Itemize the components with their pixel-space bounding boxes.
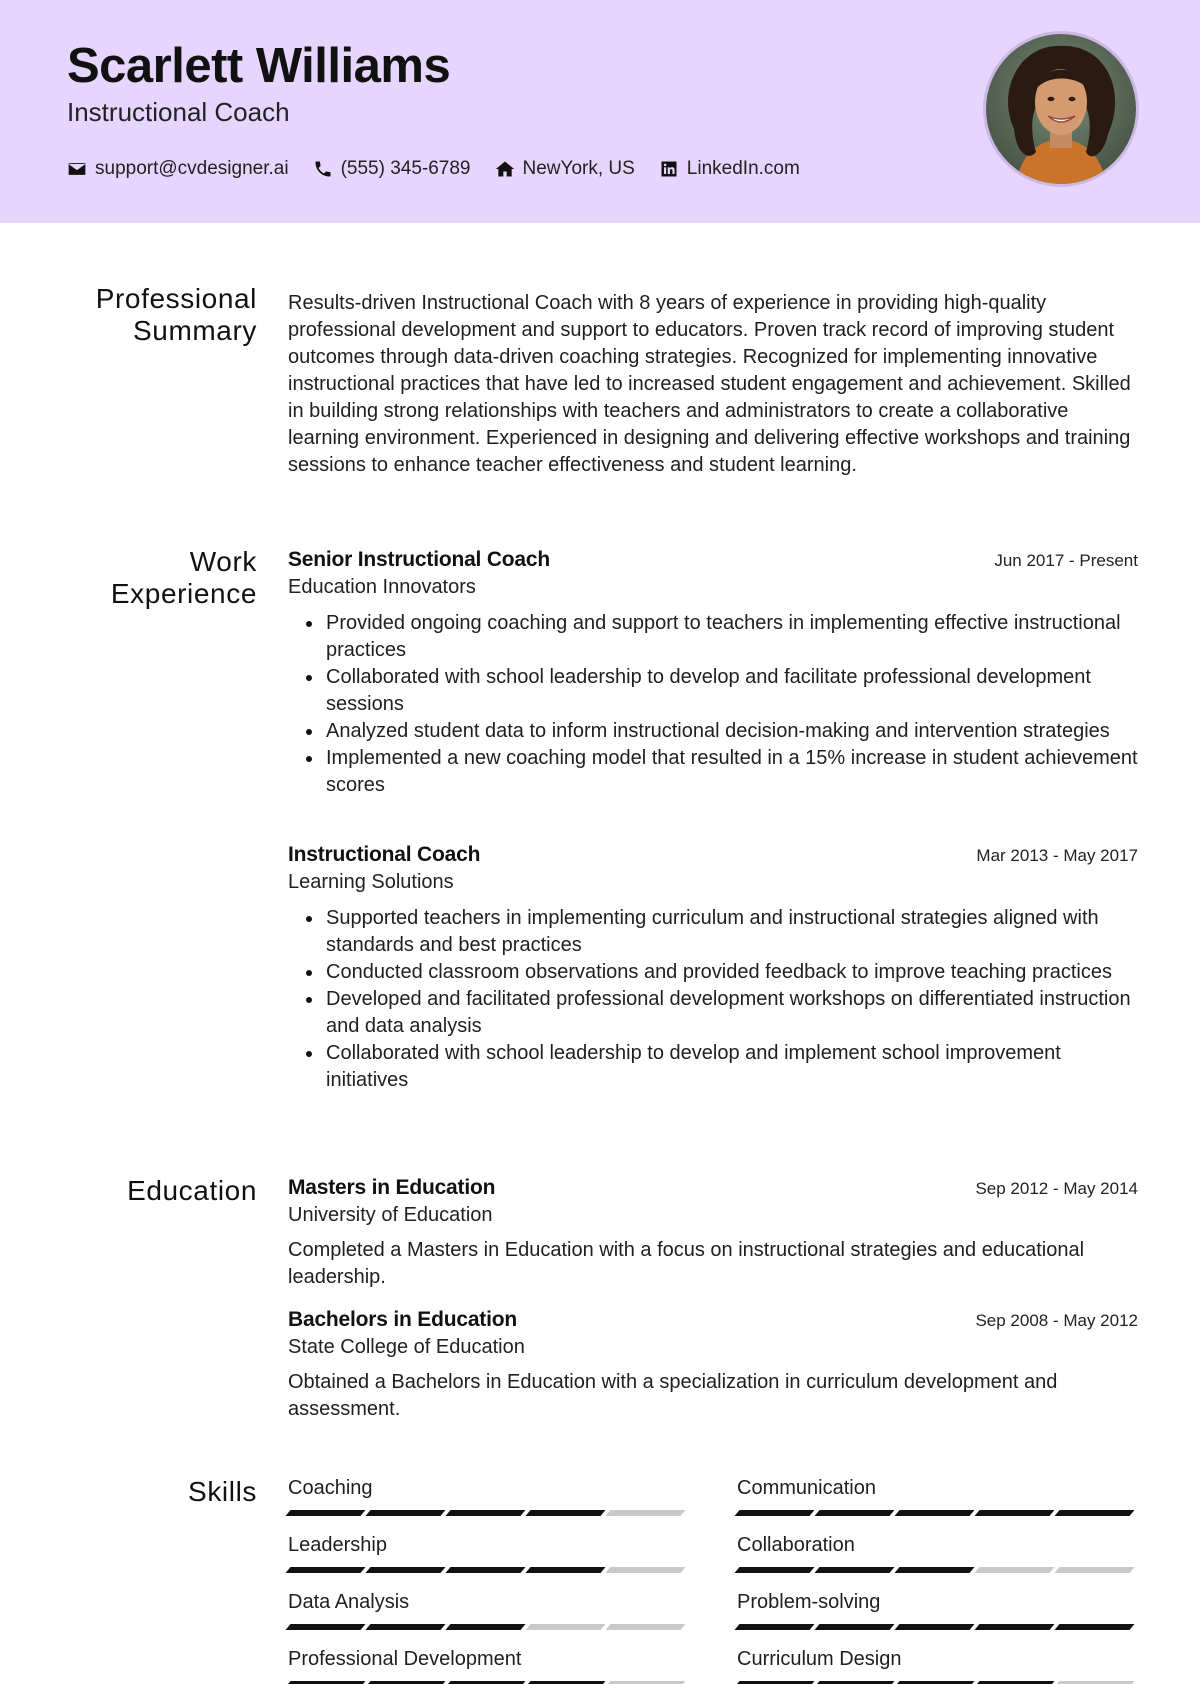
skill-item <box>737 1591 1137 1630</box>
education-description: Completed a Masters in Education with a focus on instructional strategies and educational leadership. <box>288 1239 1085 1288</box>
skill-name: Collaboration <box>737 1534 855 1556</box>
skill-level-segment-filled <box>445 1510 525 1516</box>
bullet-item: Conducted classroom observations and provided feedback to improve teaching practices <box>326 959 1138 986</box>
school-name: State College of Education <box>288 1336 525 1358</box>
skill-level-segment-filled <box>974 1510 1054 1516</box>
job-date: Mar 2013 - May 2017 <box>976 846 1138 865</box>
degree-title: Masters in Education <box>288 1176 496 1199</box>
bullet-item: Supported teachers in implementing curriculum and instructional strategies aligned with standards and best practices <box>326 905 1138 959</box>
skill-level-segment-empty <box>1054 1567 1134 1573</box>
skill-level-segment-empty <box>605 1567 685 1573</box>
section-title-summary <box>67 283 257 347</box>
skill-level-segment-filled <box>285 1510 365 1516</box>
skill-level-bar <box>737 1510 1137 1516</box>
skill-item <box>288 1477 688 1516</box>
skill-level-bar <box>288 1567 688 1573</box>
bullet-item: Provided ongoing coaching and support to teachers in implementing effective instructional practices <box>326 610 1138 664</box>
skill-level-segment-filled <box>365 1567 445 1573</box>
job-title: Instructional Coach <box>288 843 481 866</box>
job-date: Jun 2017 - Present <box>994 551 1138 570</box>
skill-item <box>737 1477 1137 1516</box>
profile-photo <box>986 34 1136 184</box>
job-bullets <box>288 905 1138 1094</box>
linkedin-text: LinkedIn.com <box>686 158 800 179</box>
education-entry <box>288 1308 1138 1423</box>
skill-level-segment-filled <box>365 1510 445 1516</box>
contact-linkedin[interactable] <box>659 158 800 180</box>
header-banner <box>0 0 1200 223</box>
email-text: support@cvdesigner.ai <box>95 158 289 179</box>
skill-level-segment-filled <box>1054 1624 1134 1630</box>
summary-text: Results-driven Instructional Coach with 8 years of experience in providing high-quality professional development and support to educators. Proven track record of improving student outcomes through data-driven coaching strategies. Recognized for implementing innovative instructional practices that have led to increased student engagement and achievement. Skilled in building strong relationships with teachers and administrators to create a collaborative learning environment. Experienced in designing and delivering effective workshops and training sessions to enhance teacher effectiveness and student learning. <box>288 292 1131 476</box>
skill-item <box>288 1648 688 1684</box>
job-bullets <box>288 610 1138 799</box>
candidate-role: Instructional Coach <box>67 97 290 127</box>
job-entry <box>288 548 1138 799</box>
location-text: NewYork, US <box>522 158 635 179</box>
section-title-experience <box>67 546 257 610</box>
contact-phone[interactable] <box>313 158 471 180</box>
skill-name: Problem-solving <box>737 1591 881 1613</box>
skill-level-segment-filled <box>525 1567 605 1573</box>
phone-icon <box>313 159 333 179</box>
phone-text: (555) 345-6789 <box>340 158 471 179</box>
skill-item <box>288 1534 688 1573</box>
skills-title: Skills <box>188 1476 257 1507</box>
skill-name: Curriculum Design <box>737 1648 902 1670</box>
job-entry <box>288 843 1138 1094</box>
skill-level-segment-filled <box>525 1510 605 1516</box>
job-company: Learning Solutions <box>288 871 454 893</box>
skill-level-segment-filled <box>445 1624 525 1630</box>
skill-name: Coaching <box>288 1477 373 1499</box>
education-entry <box>288 1176 1138 1291</box>
education-date: Sep 2008 - May 2012 <box>975 1311 1138 1330</box>
summary-title-line1: Professional <box>95 283 257 314</box>
bullet-item: Implemented a new coaching model that resulted in a 15% increase in student achievement scores <box>326 745 1138 799</box>
education-description: Obtained a Bachelors in Education with a specialization in curriculum development and assessment. <box>288 1371 1058 1420</box>
skill-level-segment-filled <box>285 1624 365 1630</box>
skill-item <box>737 1534 1137 1573</box>
job-title: Senior Instructional Coach <box>288 548 551 571</box>
skill-level-segment-empty <box>525 1624 605 1630</box>
education-date: Sep 2012 - May 2014 <box>975 1179 1138 1198</box>
contact-location <box>495 158 635 180</box>
skill-level-segment-filled <box>734 1624 814 1630</box>
section-title-skills <box>67 1476 257 1508</box>
job-company: Education Innovators <box>288 576 476 598</box>
skill-level-segment-filled <box>894 1624 974 1630</box>
skill-level-bar <box>737 1624 1137 1630</box>
bullet-item: Developed and facilitated professional development workshops on differentiated instruction and data analysis <box>326 986 1138 1040</box>
contact-row <box>67 158 824 180</box>
skill-name: Leadership <box>288 1534 387 1556</box>
skill-level-bar <box>288 1510 688 1516</box>
skill-level-segment-filled <box>734 1510 814 1516</box>
skill-name: Communication <box>737 1477 876 1499</box>
linkedin-icon <box>659 159 679 179</box>
bullet-item: Collaborated with school leadership to develop and implement school improvement initiatives <box>326 1040 1138 1094</box>
experience-title-line1: Work <box>189 546 257 577</box>
bullet-item: Analyzed student data to inform instructional decision-making and intervention strategies <box>326 718 1138 745</box>
skill-item <box>737 1648 1137 1684</box>
skill-level-segment-filled <box>894 1567 974 1573</box>
skill-name: Data Analysis <box>288 1591 410 1613</box>
summary-title-line2: Summary <box>133 315 257 346</box>
skill-level-segment-filled <box>974 1624 1054 1630</box>
skill-level-segment-filled <box>814 1567 894 1573</box>
skill-level-bar <box>288 1624 688 1630</box>
experience-title-line2: Experience <box>110 578 257 609</box>
skill-level-bar <box>737 1567 1137 1573</box>
bullet-item: Collaborated with school leadership to develop and facilitate professional development sessions <box>326 664 1138 718</box>
section-title-education <box>67 1175 257 1207</box>
contact-email[interactable] <box>67 158 289 180</box>
skill-item <box>288 1591 688 1630</box>
skill-level-segment-filled <box>445 1567 525 1573</box>
skill-level-segment-filled <box>814 1624 894 1630</box>
education-title: Education <box>127 1175 257 1206</box>
school-name: University of Education <box>288 1204 493 1226</box>
degree-title: Bachelors in Education <box>288 1308 517 1331</box>
skill-level-segment-filled <box>734 1567 814 1573</box>
envelope-icon <box>67 159 87 179</box>
skill-name: Professional Development <box>288 1648 522 1670</box>
skill-level-segment-filled <box>814 1510 894 1516</box>
skill-level-segment-filled <box>285 1567 365 1573</box>
skill-level-segment-filled <box>365 1624 445 1630</box>
skill-level-segment-empty <box>605 1624 685 1630</box>
candidate-name: Scarlett Williams <box>67 39 451 93</box>
skill-level-segment-filled <box>1054 1510 1134 1516</box>
skill-level-segment-filled <box>894 1510 974 1516</box>
home-icon <box>495 159 515 179</box>
avatar <box>983 31 1139 187</box>
skill-level-segment-empty <box>974 1567 1054 1573</box>
skill-level-segment-empty <box>605 1510 685 1516</box>
